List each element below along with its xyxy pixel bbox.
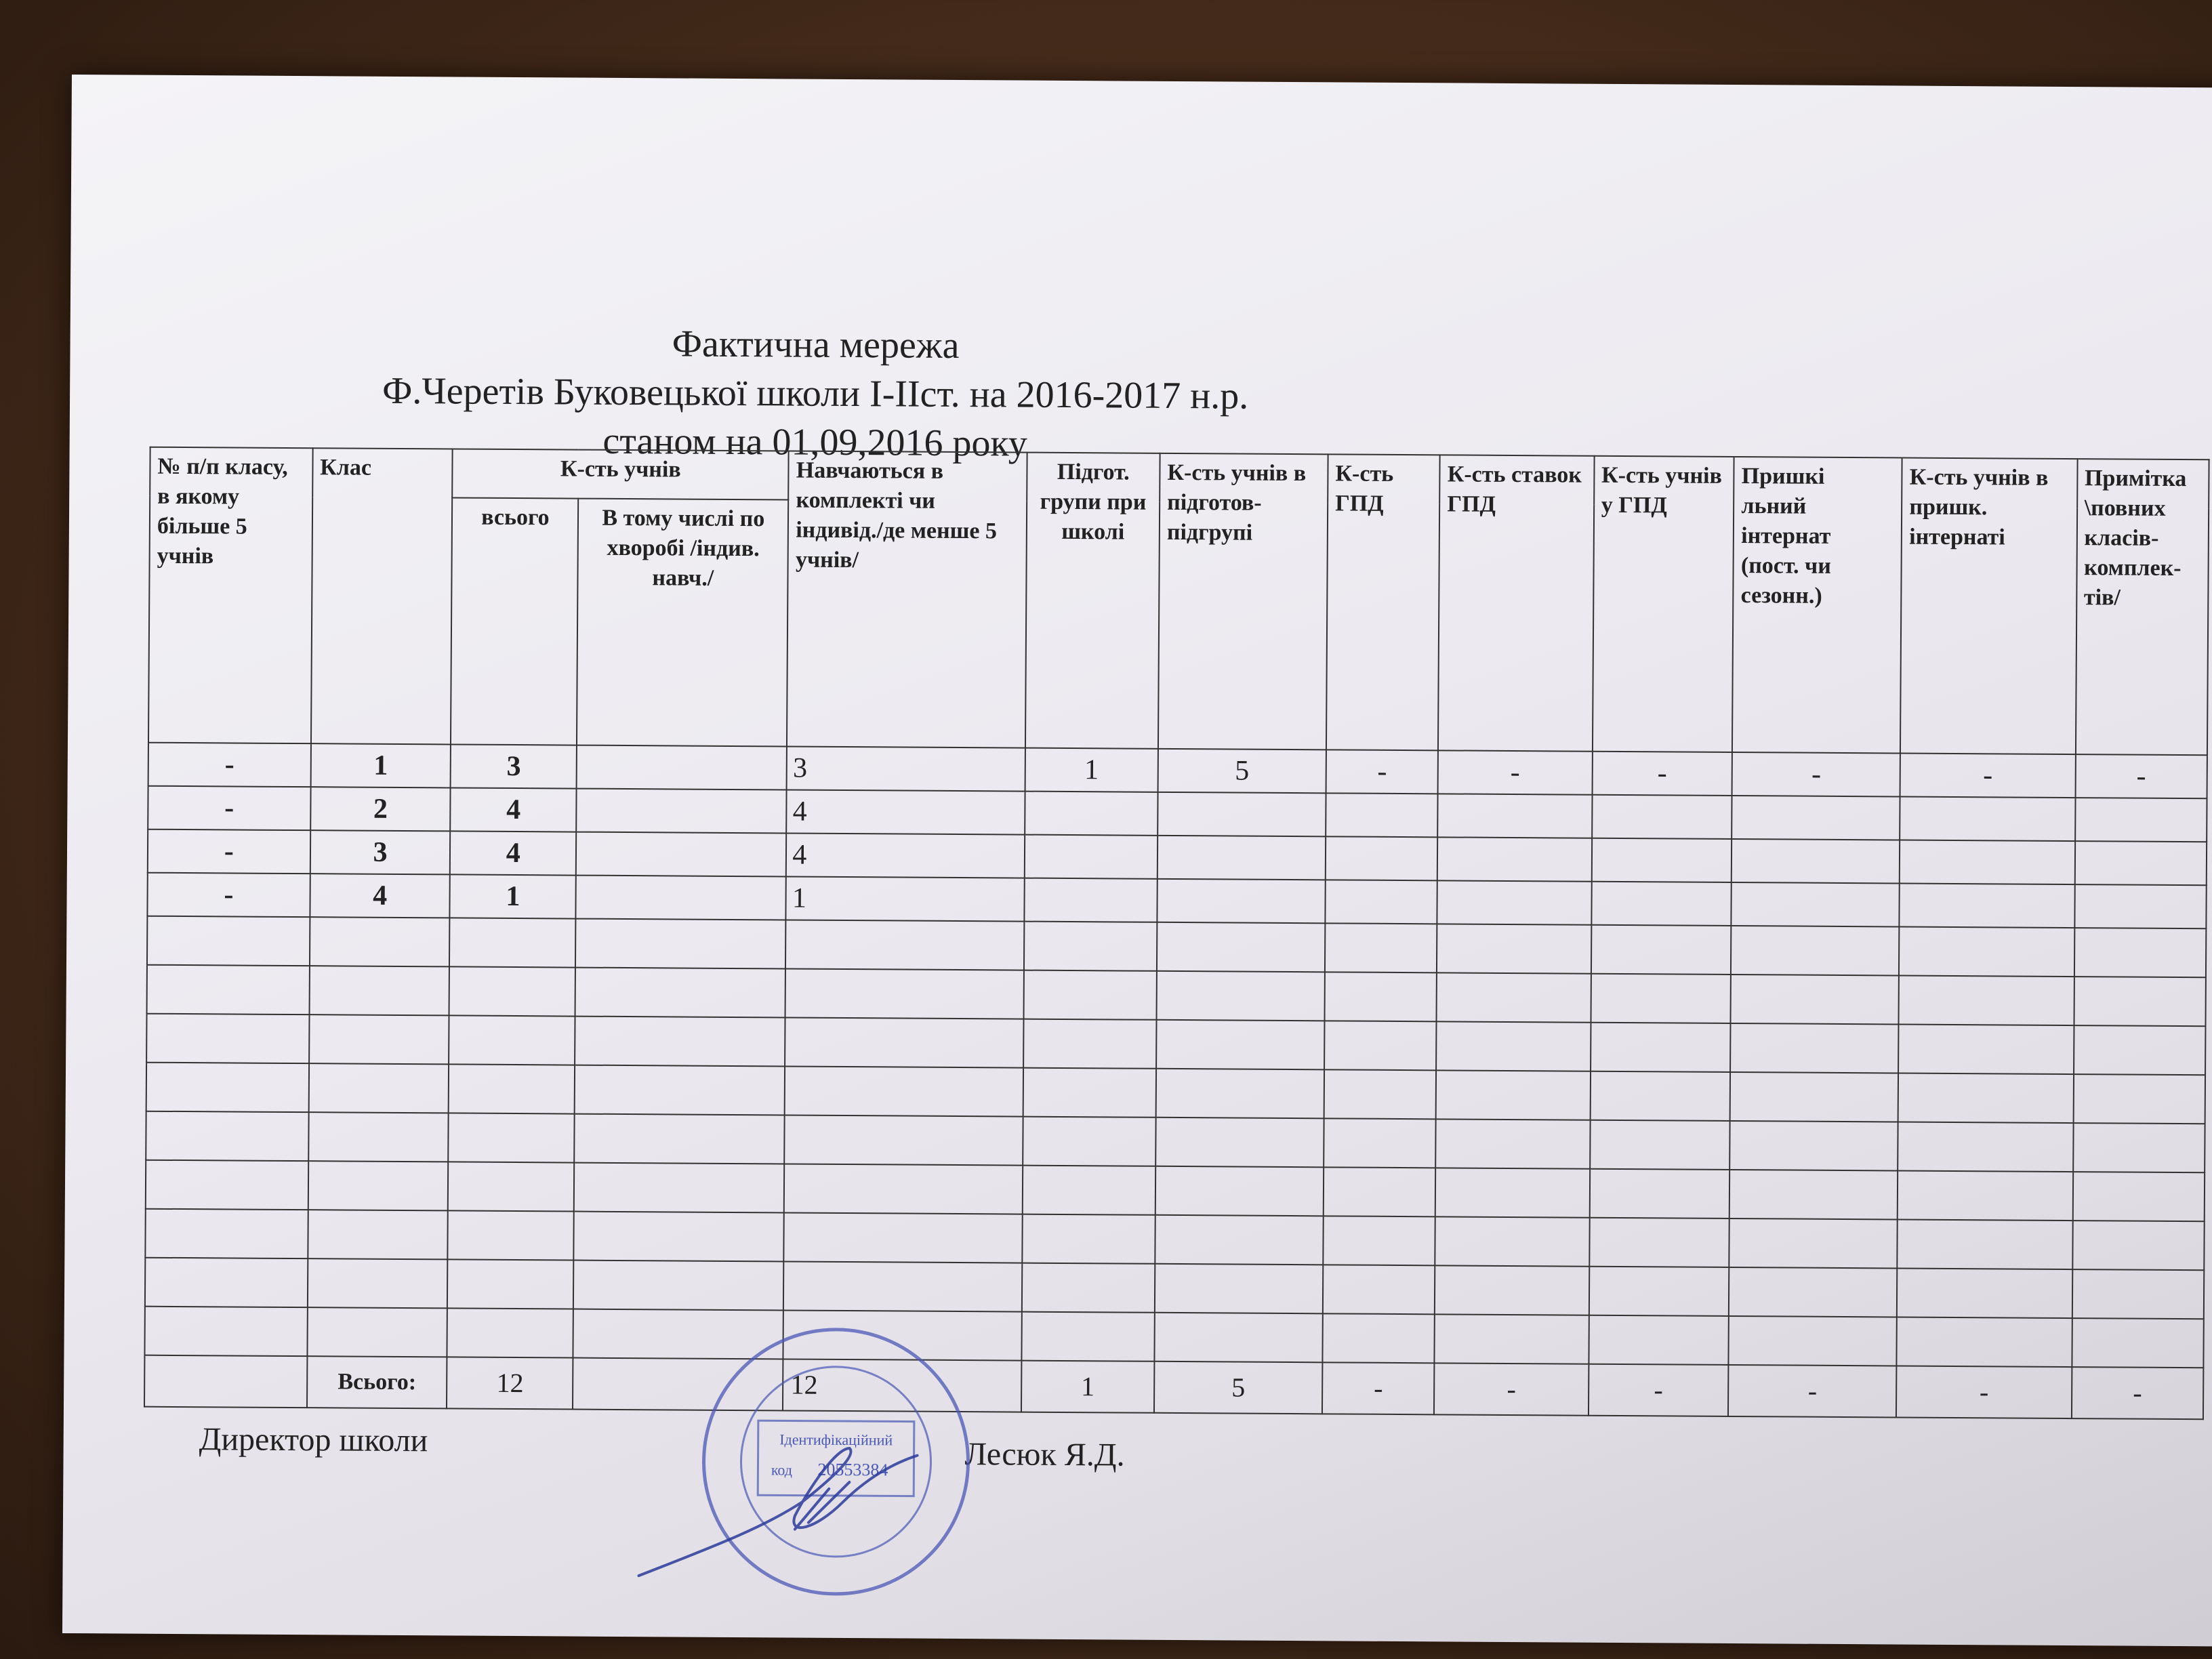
cell-num: - [148,743,311,787]
cell-boarding-students [1900,796,2075,841]
cell-boarding: - [1732,752,1900,797]
cell-sick [577,789,787,834]
cell-num: - [148,786,310,830]
totals-boarding: - [1728,1365,1896,1418]
header-class: Клас [311,448,453,744]
cell-gpd: - [1326,750,1439,794]
header-boarding: Пришкі льний інтернат (пост. чи сезонн.) [1732,457,1902,754]
totals-notes: - [2072,1367,2204,1419]
cell-gpd-students: - [1592,752,1732,796]
cell-notes: - [2075,754,2207,798]
header-students: К-сть учнів [453,449,789,499]
stamp-id-label: Ідентифікаційний [779,1431,893,1449]
cell-boarding-students: - [1900,754,2076,798]
cell-gpd-students [1591,882,1732,926]
cell-gpd [1326,793,1438,837]
cell-notes [2074,841,2207,885]
signature [625,1427,937,1591]
cell-prep-students: 5 [1158,749,1326,794]
cell-notes [2074,884,2207,928]
cell-prep-students [1157,879,1325,924]
cell-total: 3 [451,744,577,788]
cell-gpd-rates [1437,837,1592,881]
cell-boarding-students [1900,840,2075,884]
cell-complect: 4 [787,790,1025,834]
director-name: Лесюк Я.Д. [964,1436,1125,1473]
doc-title: Фактична мережа [672,323,960,367]
cell-gpd [1326,836,1438,880]
cell-class: 1 [310,743,451,787]
header-gpd-rates: К-сть ставок ГПД [1438,455,1594,751]
cell-gpd-students [1592,795,1732,839]
header-num: № п/п класу, в якому більше 5 учнів [148,447,312,743]
cell-complect: 3 [787,746,1025,791]
cell-boarding [1732,796,1900,840]
cell-num: - [147,873,310,917]
cell-complect: 1 [786,876,1025,921]
cell-prep-students [1158,836,1326,880]
totals-total: 12 [447,1357,573,1409]
totals-gpd: - [1322,1362,1435,1414]
totals-gpd-rates: - [1434,1363,1589,1415]
cell-gpd-rates [1437,880,1592,924]
cell-notes [2075,798,2207,842]
cell-prep-groups [1024,878,1158,922]
cell-prep-students [1158,792,1326,837]
header-gpd: К-сть ГПД [1326,454,1440,750]
cell-class: 3 [310,830,451,874]
header-sick: В тому числі по хворобі /індив. навч./ [577,499,788,747]
network-table [144,447,2210,1420]
doc-date: станом на 01,09,2016 року [602,419,1028,465]
totals-boarding-students: - [1896,1366,2072,1418]
header-gpd-students: К-сть учнів у ГПД [1593,456,1734,752]
cell-gpd-rates: - [1438,750,1593,794]
doc-subtitle: Ф.Черетів Буковецької школи І-ІІст. на 2016-2017 н.р. [382,369,1249,417]
cell-prep-groups [1024,835,1158,879]
header-total: всього [451,497,578,745]
header-prep-students: К-сть учнів в підготов-підгрупі [1158,453,1328,750]
cell-total: 1 [450,874,576,918]
cell-sick [576,876,786,920]
cell-gpd-rates [1437,794,1592,838]
stamp-code: 20553384 [817,1459,888,1480]
cell-complect: 4 [786,833,1025,878]
cell-gpd-students [1591,838,1732,882]
cell-num: - [148,830,310,874]
cell-prep-groups [1025,792,1158,836]
cell-boarding-students [1900,883,2075,928]
cell-prep-groups: 1 [1025,748,1158,792]
stamp-code-label: код [771,1461,793,1479]
cell-sick [576,832,786,877]
cell-sick [577,745,787,790]
director-label: Директор школи [199,1421,428,1459]
totals-empty [144,1355,307,1408]
totals-prep-groups: 1 [1021,1361,1155,1413]
cell-class: 2 [310,787,451,831]
header-prep-groups: Підгот. групи при школі [1025,453,1160,749]
totals-complect: 12 [783,1359,1021,1412]
header-complect: Навчаються в комплекті чи індивід./де менше 5 учнів/ [787,451,1027,747]
totals-prep-students: 5 [1154,1361,1322,1414]
cell-boarding [1732,839,1900,884]
header-boarding-students: К-сть учнів в пришк. інтернаті [1900,458,2077,755]
document-sheet [62,75,2212,1647]
cell-boarding [1732,882,1900,927]
cell-total: 4 [450,831,576,875]
header-notes: Примітка \повних класів-комплек-тів/ [2076,459,2209,755]
cell-gpd [1325,880,1437,924]
cell-class: 4 [310,874,450,918]
cell-total: 4 [451,787,577,832]
totals-label: Всього: [307,1356,447,1408]
totals-gpd-students: - [1589,1364,1729,1416]
